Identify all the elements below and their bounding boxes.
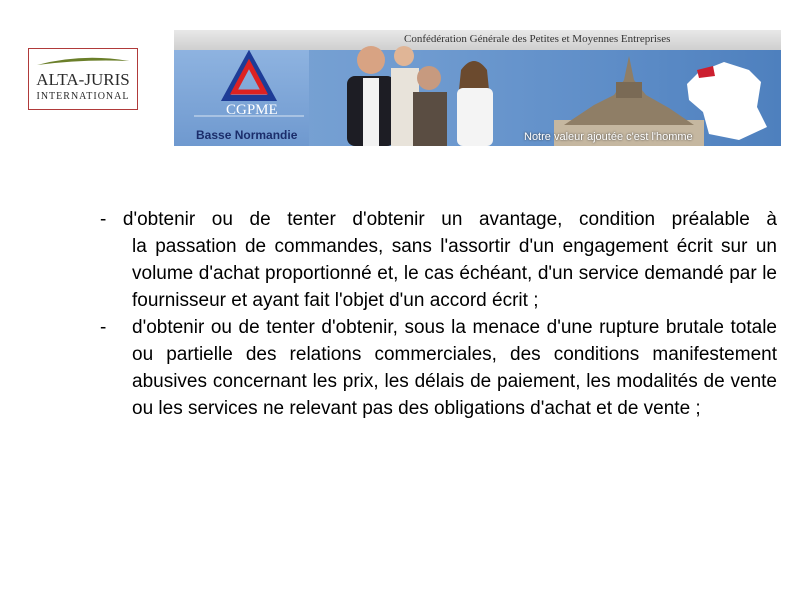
banner-header-text: Confédération Générale des Petites et Moyennes Entreprises: [404, 33, 671, 45]
list-item-first-line: - d'obtenir ou de tenter d'obtenir un avantage, condition préalable à: [100, 209, 777, 230]
cgpme-label: CGPME: [226, 102, 278, 118]
france-map: [679, 52, 779, 144]
logo-line2: INTERNATIONAL: [36, 91, 130, 102]
list-dash: -: [100, 317, 107, 338]
alta-juris-logo: [28, 48, 138, 110]
people-photo: [309, 30, 509, 146]
list-item-text: d'obtenir ou de tenter d'obtenir, sous la menace d'une rupture brutale totale ou partielle des relations commerciales, des conditions manifestement abusives concernant les prix, les délais de paiement, les modalités de vente ou les services ne relevant pas des obligations d'achat et de vente ;: [132, 317, 777, 419]
list-item-continuation: la passation de commandes, sans l'assortir d'un engagement écrit sur un volume d'achat proportionné et, le cas échéant, d'un service demandé par le fournisseur et ayant fait l'objet d'un accord écrit ;: [132, 236, 777, 311]
list-item: [100, 314, 777, 422]
region-label: Basse Normandie: [196, 128, 298, 142]
banner-tagline: Notre valeur ajoutée c'est l'homme: [524, 131, 693, 143]
cgpme-banner: [174, 30, 781, 146]
document-body: [100, 206, 777, 422]
logo-line1: ALTA-JURIS: [36, 70, 130, 89]
logo-swoosh-icon: [35, 55, 131, 69]
list-item: [100, 206, 777, 314]
